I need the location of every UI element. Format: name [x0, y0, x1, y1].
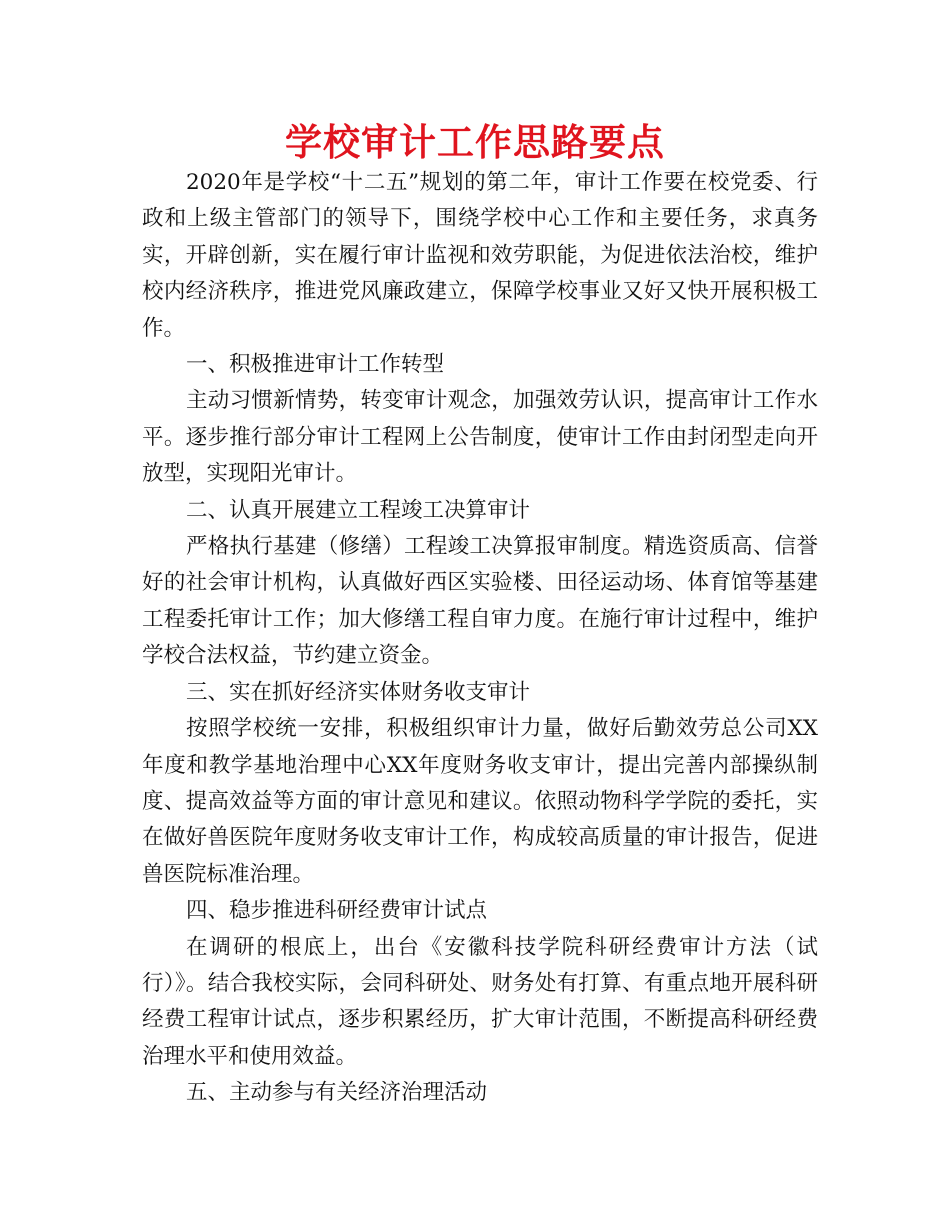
section-heading-2: 二、认真开展建立工程竣工决算审计 — [186, 497, 531, 523]
section-heading-3: 三、实在抓好经济实体财务收支审计 — [186, 679, 531, 705]
section-body-1: 主动习惯新情势，转变审计观念，加强效劳认识，提高审计工作水平。逐步推行部分审计工程网上公告制度，使审计工作由封闭型走向开放型，实现阳光审计。 — [142, 388, 818, 487]
section-body-3: 按照学校统一安排，积极组织审计力量，做好后勤效劳总公司XX年度和教学基地治理中心XX年度财务收支审计，提出完善内部操纵制度、提高效益等方面的审计意见和建议。依照动物科学学院的委托，实在做好兽医院年度财务收支审计工作，构成较高质量的审计报告，促进兽医院标准治理。 — [142, 716, 818, 887]
section-body-4: 在调研的根底上，出台《安徽科技学院科研经费审计方法（试行）》。结合我校实际，会同科研处、财务处有打算、有重点地开展科研经费工程审计试点，逐步积累经历，扩大审计范围，不断提高科研经费治理水平和使用效益。 — [142, 934, 818, 1069]
document-title: 学校审计工作思路要点 — [285, 121, 665, 164]
intro-paragraph: 2020年是学校“十二五”规划的第二年，审计工作要在校党委、行政和上级主管部门的领导下，围绕学校中心工作和主要任务，求真务实，开辟创新，实在履行审计监视和效劳职能，为促进依法治校，维护校内经济秩序，推进党风廉政建立，保障学校事业又好又快开展积极工作。 — [142, 170, 818, 341]
section-body-2: 严格执行基建（修缮）工程竣工决算报审制度。精选资质高、信誉好的社会审计机构，认真做好西区实验楼、田径运动场、体育馆等基建工程委托审计工作；加大修缮工程自审力度。在施行审计过程中，维护学校合法权益，节约建立资金。 — [142, 534, 818, 669]
section-heading-5: 五、主动参与有关经济治理活动 — [186, 1080, 488, 1106]
section-heading-1: 一、积极推进审计工作转型 — [186, 352, 445, 378]
section-heading-4: 四、稳步推进科研经费审计试点 — [186, 898, 488, 924]
document-body — [142, 165, 818, 1112]
